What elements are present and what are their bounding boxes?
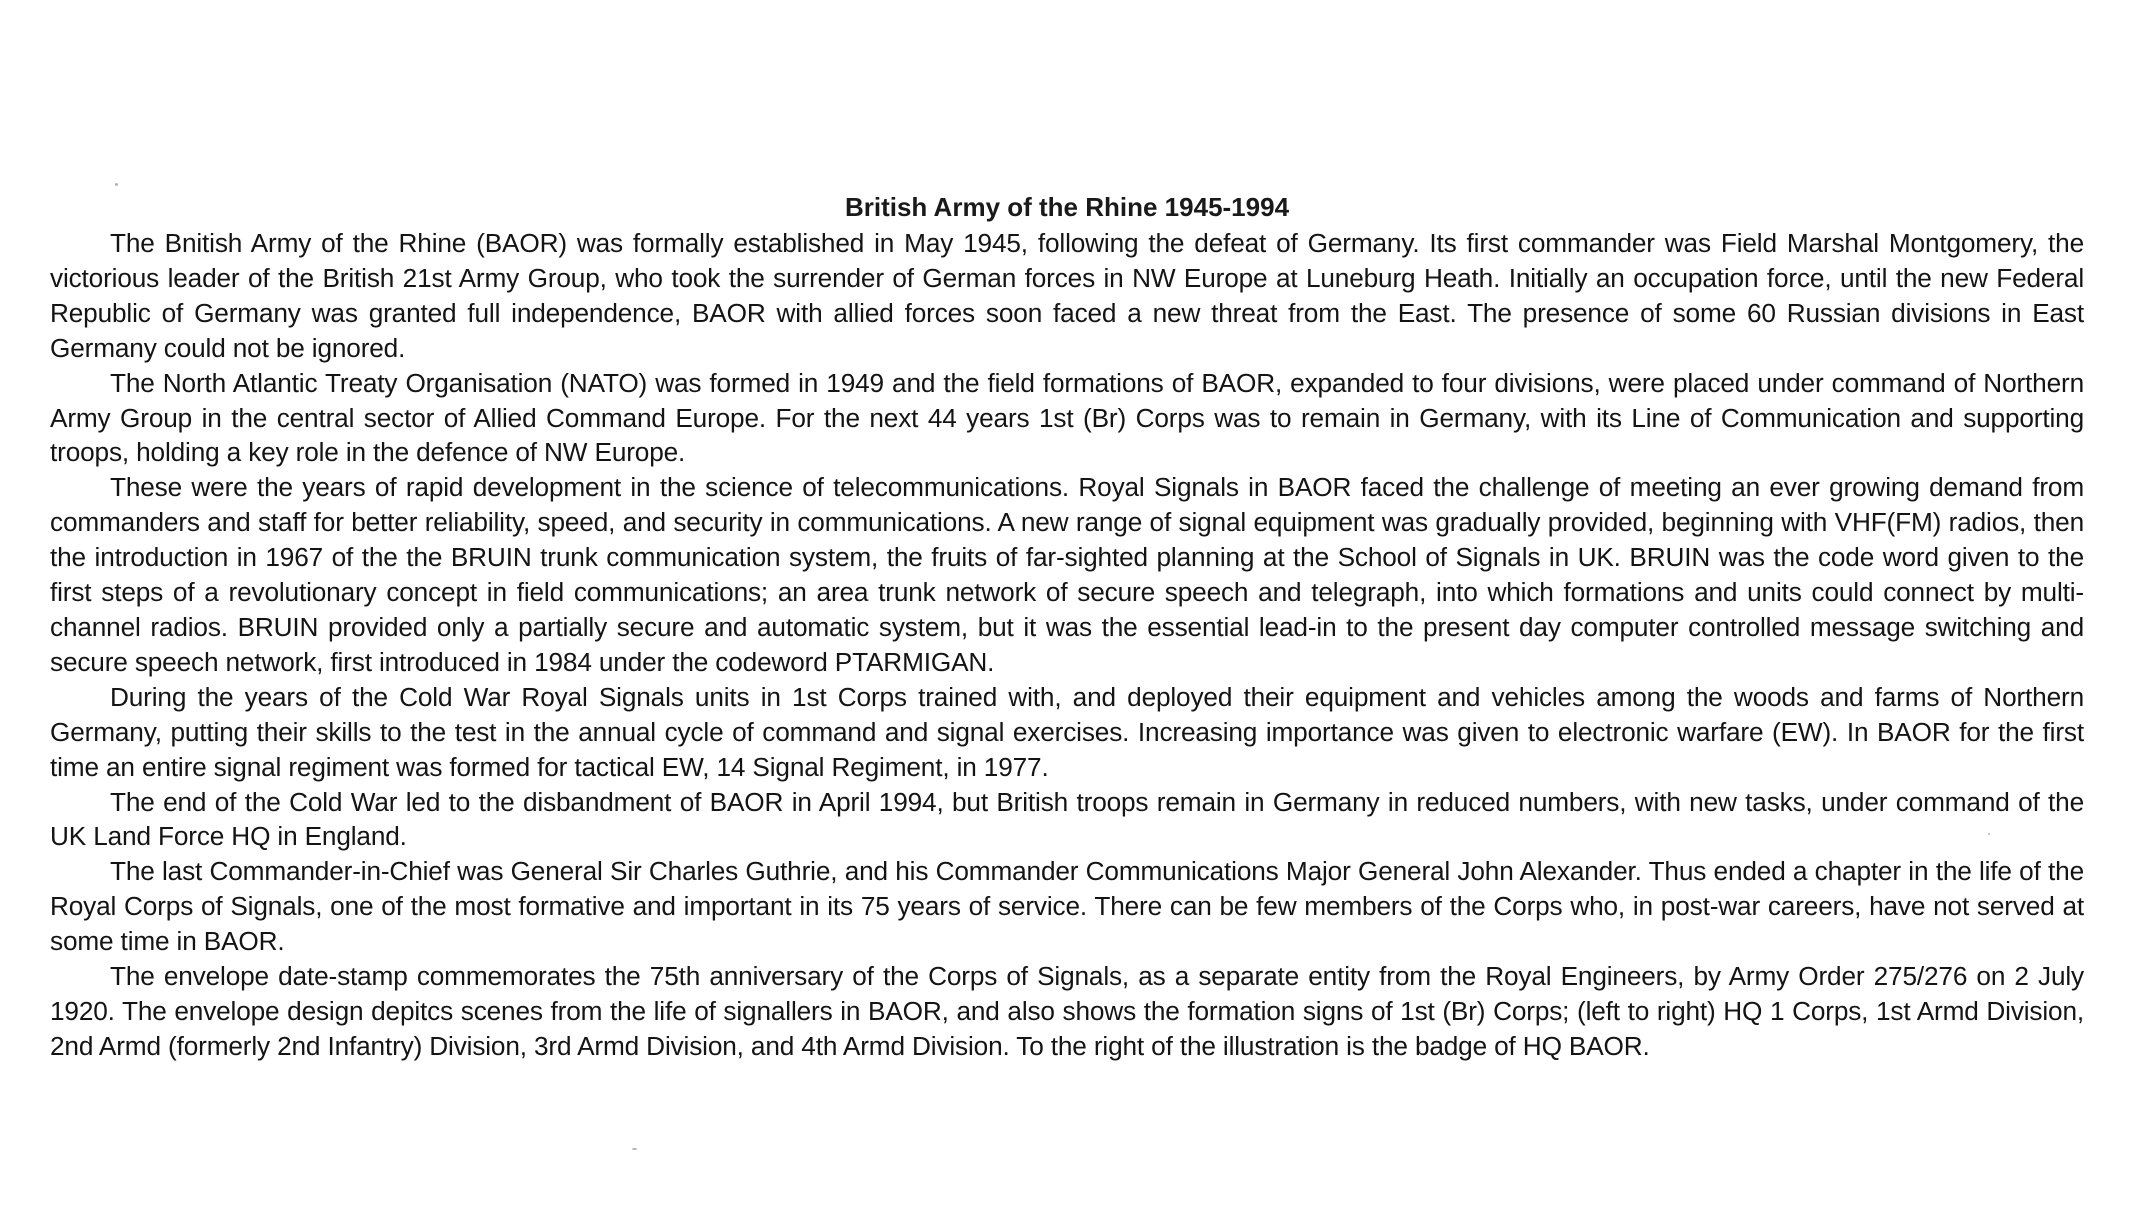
paragraph-telecommunications: These were the years of rapid development in the science of telecommunications. Royal Signals in BAOR faced the challenge of meeting an ever growing demand from commanders and staff for better reliability, speed, and security in communications. A new range of signal equipment was gradually provided, beginning with VHF(FM) radios, then the introduction in 1967 of the the BRUIN trunk communication system, the fruits of far-sighted planning at the School of Signals in UK. BRUIN was the code word given to the first steps of a revolutionary concept in field communications; an area trunk network of secure speech and telegraph, into which formations and units could connect by multi-channel radios. BRUIN provided only a partially secure and automatic system, but it was the essential lead-in to the present day computer controlled message switching and secure speech network, first introduced in 1984 under the codeword PTARMIGAN.: [50, 472, 2084, 677]
paragraph-baor-establishment: The Bnitish Army of the Rhine (BAOR) was formally established in May 1945, following the defeat of Germany. Its first commander was Field Marshal Montgomery, the victorious leader of the British 21st Army Group, who took the surrender of German forces in NW Europe at Luneburg Heath. Initially an occupation force, until the new Federal Republic of Germany was granted full independence, BAOR with allied forces soon faced a new threat from the East. The presence of some 60 Russian divisions in East Germany could not be ignored.: [50, 228, 2084, 363]
document-page: [50, 190, 2084, 1064]
paragraph-last-commander: The last Commander-in-Chief was General Sir Charles Guthrie, and his Commander Communications Major General John Alexander. Thus ended a chapter in the life of the Royal Corps of Signals, one of the most formative and important in its 75 years of service. There can be few members of the Corps who, in post-war careers, have not served at some time in BAOR.: [50, 856, 2084, 957]
paragraph-nato: The North Atlantic Treaty Organisation (NATO) was formed in 1949 and the field formations of BAOR, expanded to four divisions, were placed under command of Northern Army Group in the central sector of Allied Command Europe. For the next 44 years 1st (Br) Corps was to remain in Germany, with its Line of Communication and supporting troops, holding a key role in the defence of NW Europe.: [50, 367, 2084, 468]
paragraph-cold-war: During the years of the Cold War Royal Signals units in 1st Corps trained with, and deployed their equipment and vehicles among the woods and farms of Northern Germany, putting their skills to the test in the annual cycle of command and signal exercises. Increasing importance was given to electronic warfare (EW). In BAOR for the first time an entire signal regiment was formed for tactical EW, 14 Signal Regiment, in 1977.: [50, 681, 2084, 782]
scan-speck: [115, 183, 118, 186]
paragraph-disbandment: The end of the Cold War led to the disbandment of BAOR in April 1994, but British troops remain in Germany in reduced numbers, with new tasks, under command of the UK Land Force HQ in England.: [50, 786, 2084, 852]
document-title: British Army of the Rhine 1945-1994: [844, 192, 1290, 222]
paragraph-envelope: The envelope date-stamp commemorates the 75th anniversary of the Corps of Signals, as a separate entity from the Royal Engineers, by Army Order 275/276 on 2 July 1920. The envelope design depitcs scenes from the life of signallers in BAOR, and also shows the formation signs of 1st (Br) Corps; (left to right) HQ 1 Corps, 1st Armd Division, 2nd Armd (formerly 2nd Infantry) Division, 3rd Armd Division, and 4th Armd Division. To the right of the illustration is the badge of HQ BAOR.: [50, 961, 2084, 1061]
scan-speck: [632, 1148, 637, 1150]
